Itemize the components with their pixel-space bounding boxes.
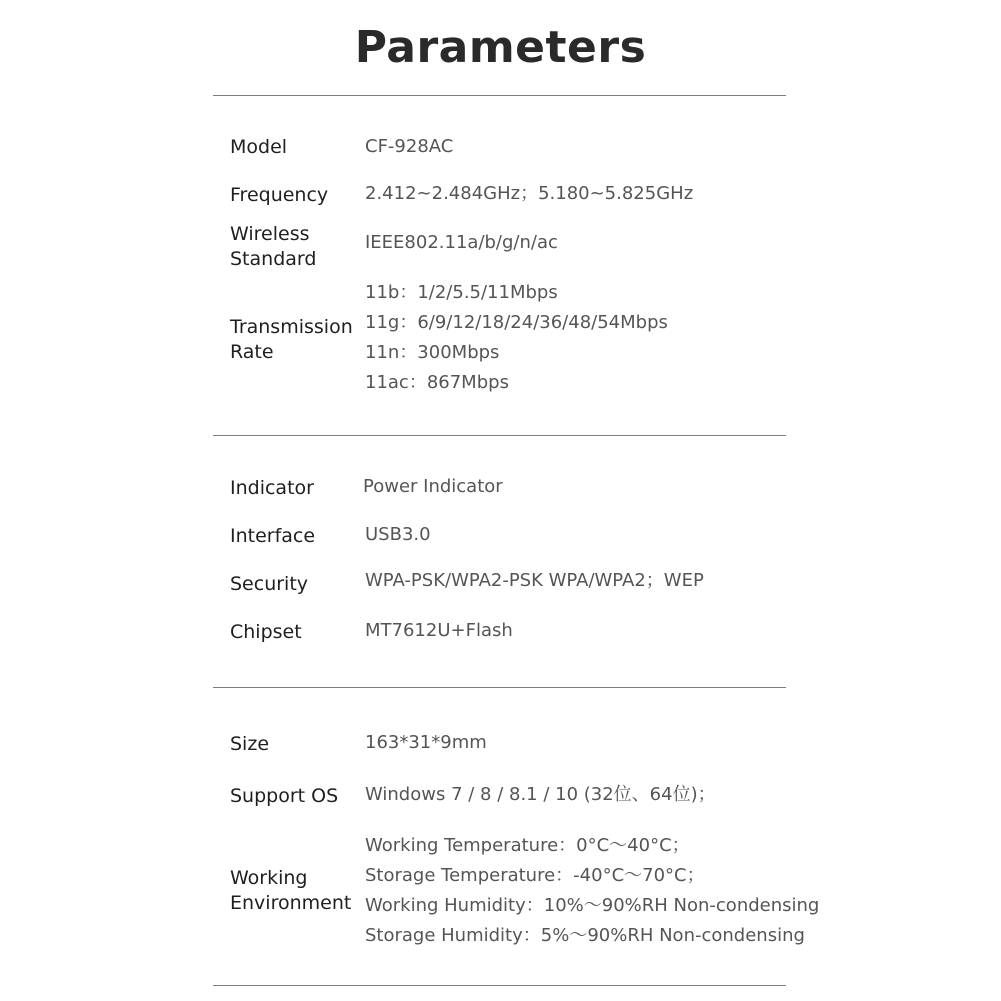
value-line: 11ac：867Mbps [365,372,509,393]
label-line: Transmission [230,316,353,338]
divider [213,435,786,436]
value-chipset [365,616,513,646]
value-line: IEEE802.11a/b/g/n/ac [365,232,558,253]
label-frequency: Frequency [230,184,329,206]
value-model [365,132,453,162]
label-line: Working [230,867,308,889]
divider [213,687,786,688]
value-security [365,566,704,596]
label-support-os: Support OS [230,785,339,807]
value-support-os [365,780,716,810]
value-line: Working Temperature：0°C～40°C； [365,835,690,856]
label-size: Size [230,733,270,755]
value-line: CF-928AC [365,136,454,157]
label-transmission-rate [230,315,353,365]
label-security: Security [230,573,309,595]
value-line: WPA-PSK/WPA2-PSK WPA/WPA2；WEP [365,570,704,591]
divider [213,985,786,986]
value-line: MT7612U+Flash [365,620,513,641]
value-working-environment [365,831,819,951]
value-line: Storage Temperature：-40°C～70°C； [365,865,705,886]
value-line: USB3.0 [365,524,431,545]
label-indicator: Indicator [230,477,314,499]
value-wireless-standard [365,228,558,258]
label-interface: Interface [230,525,316,547]
value-line: 11b：1/2/5.5/11Mbps [365,282,558,303]
label-line: Standard [230,248,317,270]
value-line: 11n：300Mbps [365,342,500,363]
label-line: Rate [230,341,274,363]
value-line: 11g：6/9/12/18/24/36/48/54Mbps [365,312,668,333]
page-title: Parameters [354,22,647,73]
divider [213,95,786,96]
value-indicator [363,472,503,502]
value-line: 163*31*9mm [365,732,487,753]
value-line: Power Indicator [363,476,503,497]
value-line: Windows 7 / 8 / 8.1 / 10 (32位、64位)； [365,784,716,805]
value-size [365,728,487,758]
value-line: Storage Humidity：5%～90%RH Non-condensing [365,925,805,946]
label-line: Wireless [230,223,310,245]
label-working-environment [230,866,351,916]
value-interface [365,520,431,550]
label-model: Model [230,136,288,158]
label-wireless-standard [230,222,316,272]
value-frequency [365,179,693,209]
label-chipset: Chipset [230,621,302,643]
label-line: Environment [230,892,352,914]
value-transmission-rate [365,278,668,398]
value-line: 2.412~2.484GHz；5.180~5.825GHz [365,183,694,204]
value-line: Working Humidity：10%～90%RH Non-condensing [365,895,820,916]
